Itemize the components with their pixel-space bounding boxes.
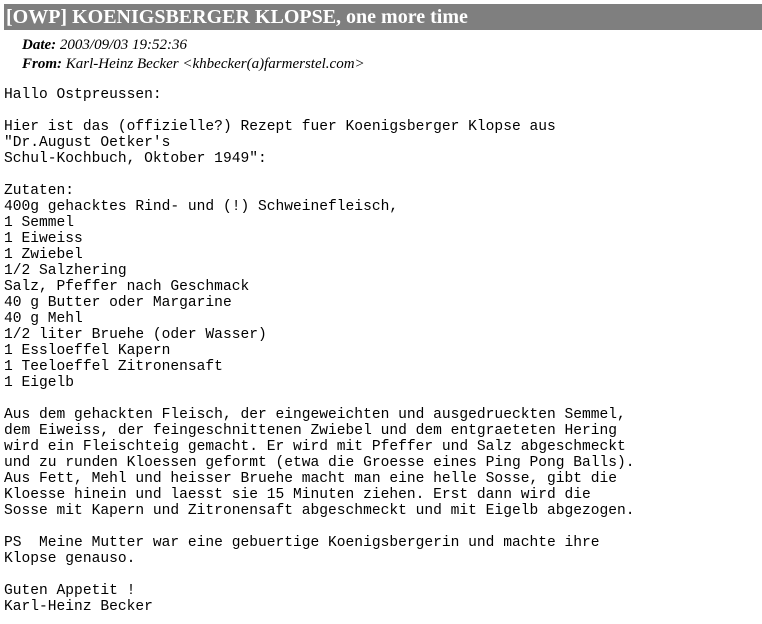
body-line: PS Meine Mutter war eine gebuertige Koenigsbergerin und machte ihre (4, 535, 600, 551)
from-row (22, 55, 365, 74)
body-line: Hallo Ostpreussen: (4, 87, 162, 103)
body-line: Aus dem gehackten Fleisch, der eingeweichten und ausgedrueckten Semmel, (4, 407, 626, 423)
body-line: dem Eiweiss, der feingeschnittenen Zwiebel und dem entgraeteten Hering (4, 423, 618, 439)
body-line: 1/2 liter Bruehe (oder Wasser) (4, 327, 267, 343)
message-title: [OWP] KOENIGSBERGER KLOPSE, one more time (4, 4, 762, 30)
body-line: 40 g Butter oder Margarine (4, 295, 232, 311)
body-line: "Dr.August Oetker's (4, 135, 171, 151)
body-line: 1 Eigelb (4, 375, 75, 391)
body-line: 400g gehacktes Rind- und (!) Schweinefleisch, (4, 199, 399, 215)
body-line: Schul-Kochbuch, Oktober 1949": (4, 151, 267, 167)
from-label: From: (22, 56, 63, 72)
body-line: 1 Teeloeffel Zitronensaft (4, 359, 223, 375)
body-line: Sosse mit Kapern und Zitronensaft abgeschmeckt und mit Eigelb abgezogen. (4, 503, 635, 519)
body-line: Aus Fett, Mehl und heisser Bruehe macht man eine helle Sosse, gibt die (4, 471, 618, 487)
body-line: Karl-Heinz Becker (4, 599, 153, 615)
body-line: 1 Eiweiss (4, 231, 83, 247)
body-line: wird ein Fleischteig gemacht. Er wird mit Pfeffer und Salz abgeschmeckt (4, 439, 626, 455)
date-value: 2003/09/03 19:52:36 (59, 37, 187, 53)
body-line: und zu runden Kloessen geformt (etwa die Groesse eines Ping Pong Balls). (4, 455, 635, 471)
body-line: Guten Appetit ! (4, 583, 136, 599)
body-line: Hier ist das (offizielle?) Rezept fuer Koenigsberger Klopse aus (4, 119, 556, 135)
message-header (22, 36, 365, 74)
body-line: Salz, Pfeffer nach Geschmack (4, 279, 250, 295)
body-line: 1 Semmel (4, 215, 75, 231)
body-line: 1/2 Salzhering (4, 263, 127, 279)
body-line: Zutaten: (4, 183, 75, 199)
from-value: Karl-Heinz Becker <khbecker(a)farmerstel.com> (65, 56, 365, 72)
body-line: 1 Essloeffel Kapern (4, 343, 171, 359)
body-line: Kloesse hinein und laesst sie 15 Minuten ziehen. Erst dann wird die (4, 487, 591, 503)
body-line: 1 Zwiebel (4, 247, 83, 263)
body-line: Klopse genauso. (4, 551, 136, 567)
date-label: Date: (22, 37, 57, 53)
message-body (4, 87, 635, 615)
body-line: 40 g Mehl (4, 311, 83, 327)
date-row (22, 36, 365, 55)
